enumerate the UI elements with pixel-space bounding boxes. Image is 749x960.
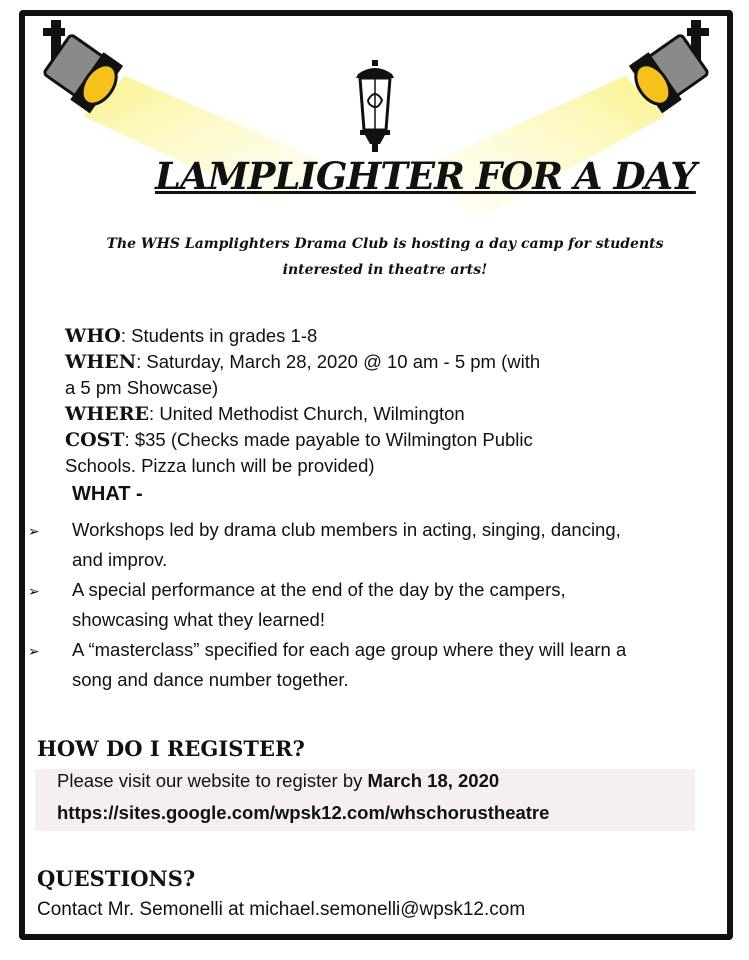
lantern-icon xyxy=(350,60,400,152)
list-item-line: and improv. xyxy=(72,548,168,570)
cost-value-line-2: Schools. Pizza lunch will be provided) xyxy=(65,455,375,476)
where-row xyxy=(65,401,625,427)
list-item-line: Workshops led by drama club members in acting, singing, dancing, xyxy=(72,519,621,540)
what-label: WHAT - xyxy=(72,483,143,505)
register-url-link[interactable]: https://sites.google.com/wpsk12.com/whschorustheatre xyxy=(57,802,550,823)
intro-line-2: interested in theatre arts! xyxy=(282,262,488,278)
cost-label: COST xyxy=(65,429,125,451)
cost-row xyxy=(65,427,625,453)
spotlight-right-icon xyxy=(613,20,723,130)
questions-heading: QUESTIONS? xyxy=(37,866,196,891)
arrow-bullet-icon: ➢ xyxy=(28,523,40,539)
who-row xyxy=(65,323,625,349)
what-list xyxy=(25,515,727,695)
register-deadline: March 18, 2020 xyxy=(367,770,500,791)
cost-value: : $35 (Checks made payable to Wilmington Public xyxy=(124,429,533,450)
intro-text xyxy=(85,231,685,283)
where-label: WHERE xyxy=(65,403,150,425)
flyer-title: LAMPLIGHTER FOR A DAY xyxy=(155,154,696,198)
spotlight-left-icon xyxy=(29,20,139,130)
arrow-bullet-icon: ➢ xyxy=(28,583,40,599)
when-label: WHEN xyxy=(65,351,137,373)
who-value: : Students in grades 1-8 xyxy=(120,325,318,346)
list-item xyxy=(25,635,727,694)
contact-text: Contact Mr. Semonelli at michael.semonelli@wpsk12.com xyxy=(37,899,526,920)
intro-line-1: The WHS Lamplighters Drama Club is hosting a day camp for students xyxy=(106,236,664,252)
when-value: : Saturday, March 28, 2020 @ 10 am - 5 pm (with xyxy=(136,351,541,372)
where-value: : United Methodist Church, Wilmington xyxy=(149,403,465,424)
register-heading: HOW DO I REGISTER? xyxy=(37,736,305,761)
register-text xyxy=(57,770,499,792)
event-details xyxy=(65,323,625,479)
arrow-bullet-icon: ➢ xyxy=(28,643,40,659)
when-row xyxy=(65,349,625,375)
list-item xyxy=(25,515,727,574)
list-item xyxy=(25,575,727,634)
flyer-frame xyxy=(19,10,733,940)
who-label: WHO xyxy=(65,325,121,347)
when-value-line-2: a 5 pm Showcase) xyxy=(65,377,219,398)
list-item-line: song and dance number together. xyxy=(72,668,349,690)
list-item-line: A “masterclass” specified for each age group where they will learn a xyxy=(72,639,627,660)
register-sentence: Please visit our website to register by xyxy=(57,770,368,791)
list-item-line: A special performance at the end of the day by the campers, xyxy=(72,579,566,600)
list-item-line: showcasing what they learned! xyxy=(72,608,325,630)
